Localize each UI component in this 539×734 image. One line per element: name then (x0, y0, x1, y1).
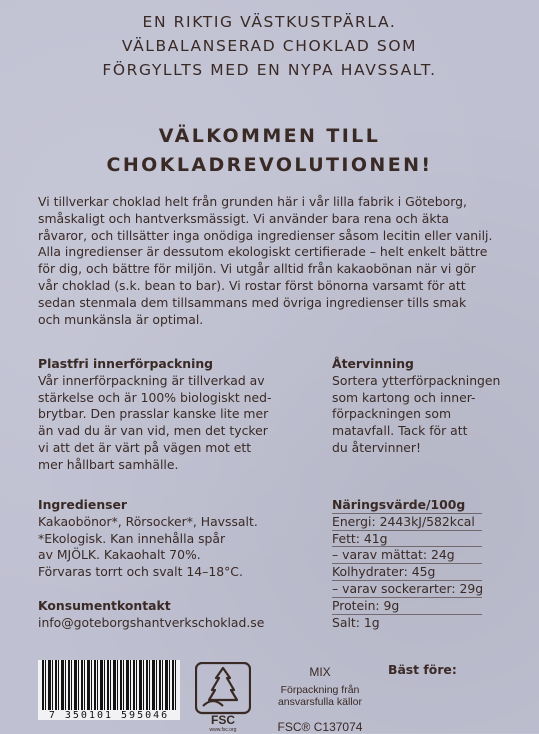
recycling-heading: Återvinning (332, 356, 414, 371)
fsc-description (272, 684, 368, 708)
tagline-line: EN RIKTIG VÄSTKUSTPÄRLA. (142, 13, 397, 31)
nutrition-value: Energi: 2443kJ/582kcal (332, 513, 475, 529)
nutrition-value: Salt: 1g (332, 614, 380, 630)
ingredients-line: *Ekologisk. Kan innehålla spår (38, 530, 226, 546)
nutrition-value: – varav sockerarter: 29g (332, 580, 484, 596)
recycling-section (332, 356, 500, 457)
paragraph-line: råvaror, och tillsätter inga onödiga ingredienser såsom lecitin eller vanilj. (38, 227, 493, 243)
nutrition-row (332, 531, 483, 548)
nutrition-value: – varav mättat: 24g (332, 547, 455, 563)
packaging-line: Vår innerförpackning är tillverkad av (38, 372, 265, 388)
recycling-line: som kartong och inner- (332, 389, 476, 405)
barcode (38, 660, 180, 720)
nutrition-heading (332, 497, 483, 514)
ingredients-section (38, 497, 258, 581)
fsc-logo (195, 662, 251, 732)
nutrition-value: Protein: 9g (332, 597, 400, 613)
packaging-line: brytbar. Den prasslar kanske lite mer (38, 406, 269, 422)
tree-icon (209, 668, 237, 700)
paragraph-line: Alla ingredienser är dessutom ekologiskt certifierade – helt enkelt bättre (38, 244, 488, 260)
fsc-logo-text: FSC (211, 713, 235, 727)
fsc-license-code: FSC® C137074 (277, 720, 363, 734)
packaging-heading: Plastfri innerförpackning (38, 356, 214, 371)
headline-line: CHOKLADREVOLUTIONEN! (106, 154, 433, 176)
intro-paragraph (38, 194, 508, 328)
barcode-bars (42, 660, 178, 710)
tagline (0, 10, 539, 82)
fsc-description-line: ansvarsfulla källor (277, 696, 363, 708)
nutrition-row (332, 547, 483, 564)
paragraph-line: och munkänsla är optimal. (38, 311, 204, 327)
recycling-line: förpackningen som (332, 406, 452, 422)
tagline-line: VÄLBALANSERAD CHOKLAD SOM (121, 37, 418, 55)
tagline-line: FÖRGYLLTS MED EN NYPA HAVSSALT. (102, 61, 437, 79)
ingredients-line: Förvaras torrt och svalt 14–18°C. (38, 564, 243, 580)
packaging-line: stärkelse och är 100% biologiskt ned- (38, 389, 272, 405)
recycling-line: du återvinner! (332, 439, 421, 455)
packaging-line: mer hållbart samhälle. (38, 456, 179, 472)
barcode-number: 7 350101 595046 (48, 710, 170, 721)
nutrition-row (332, 564, 483, 581)
fsc-description-line: Förpackning från (280, 684, 360, 696)
contact-section (38, 598, 264, 632)
nutrition-row (332, 514, 483, 531)
nutrition-heading-text: Näringsvärde/100g (332, 497, 466, 512)
paragraph-line: för dig, och bättre för miljön. Vi utgår alltid från kakaobönan när vi gör (38, 261, 476, 277)
contact-heading: Konsumentkontakt (38, 598, 171, 613)
nutrition-row (332, 581, 483, 598)
recycling-line: matavfall. Tack för att (332, 423, 468, 439)
nutrition-row (332, 615, 483, 632)
ingredients-line: Kakaobönor*, Rörsocker*, Havssalt. (38, 513, 258, 529)
nutrition-value: Kolhydrater: 45g (332, 564, 436, 580)
contact-email[interactable]: info@goteborgshantverkschoklad.se (38, 614, 265, 630)
paragraph-line: vår choklad (s.k. bean to bar). Vi rostar först bönorna varsamt för att (38, 277, 466, 293)
headline (0, 122, 539, 180)
packaging-line: vi att det är värt på vägen mot ett (38, 439, 252, 455)
paragraph-line: sedan stenmala dem tillsammans med övriga ingredienser tills smak (38, 294, 467, 310)
ingredients-heading: Ingredienser (38, 497, 128, 512)
best-before-label: Bäst före: (388, 662, 457, 677)
paragraph-line: småskaligt och hantverksmässigt. Vi använder bara rena och äkta (38, 210, 449, 226)
nutrition-value: Fett: 41g (332, 530, 388, 546)
fsc-mix-label: MIX (309, 665, 331, 679)
headline-line: VÄLKOMMEN TILL (158, 125, 381, 147)
recycling-line: Sortera ytterförpackningen (332, 372, 501, 388)
nutrition-section (332, 497, 483, 631)
check-icon (203, 701, 223, 706)
nutrition-row (332, 598, 483, 615)
ingredients-line: av MJÖLK. Kakaohalt 70%. (38, 547, 201, 563)
paragraph-line: Vi tillverkar choklad helt från grunden här i vår lilla fabrik i Göteborg, (38, 194, 467, 209)
packaging-section (38, 356, 271, 474)
packaging-line: än vad du är van vid, men det tycker (38, 423, 268, 439)
fsc-logo-url: www.fsc.org (209, 727, 237, 732)
